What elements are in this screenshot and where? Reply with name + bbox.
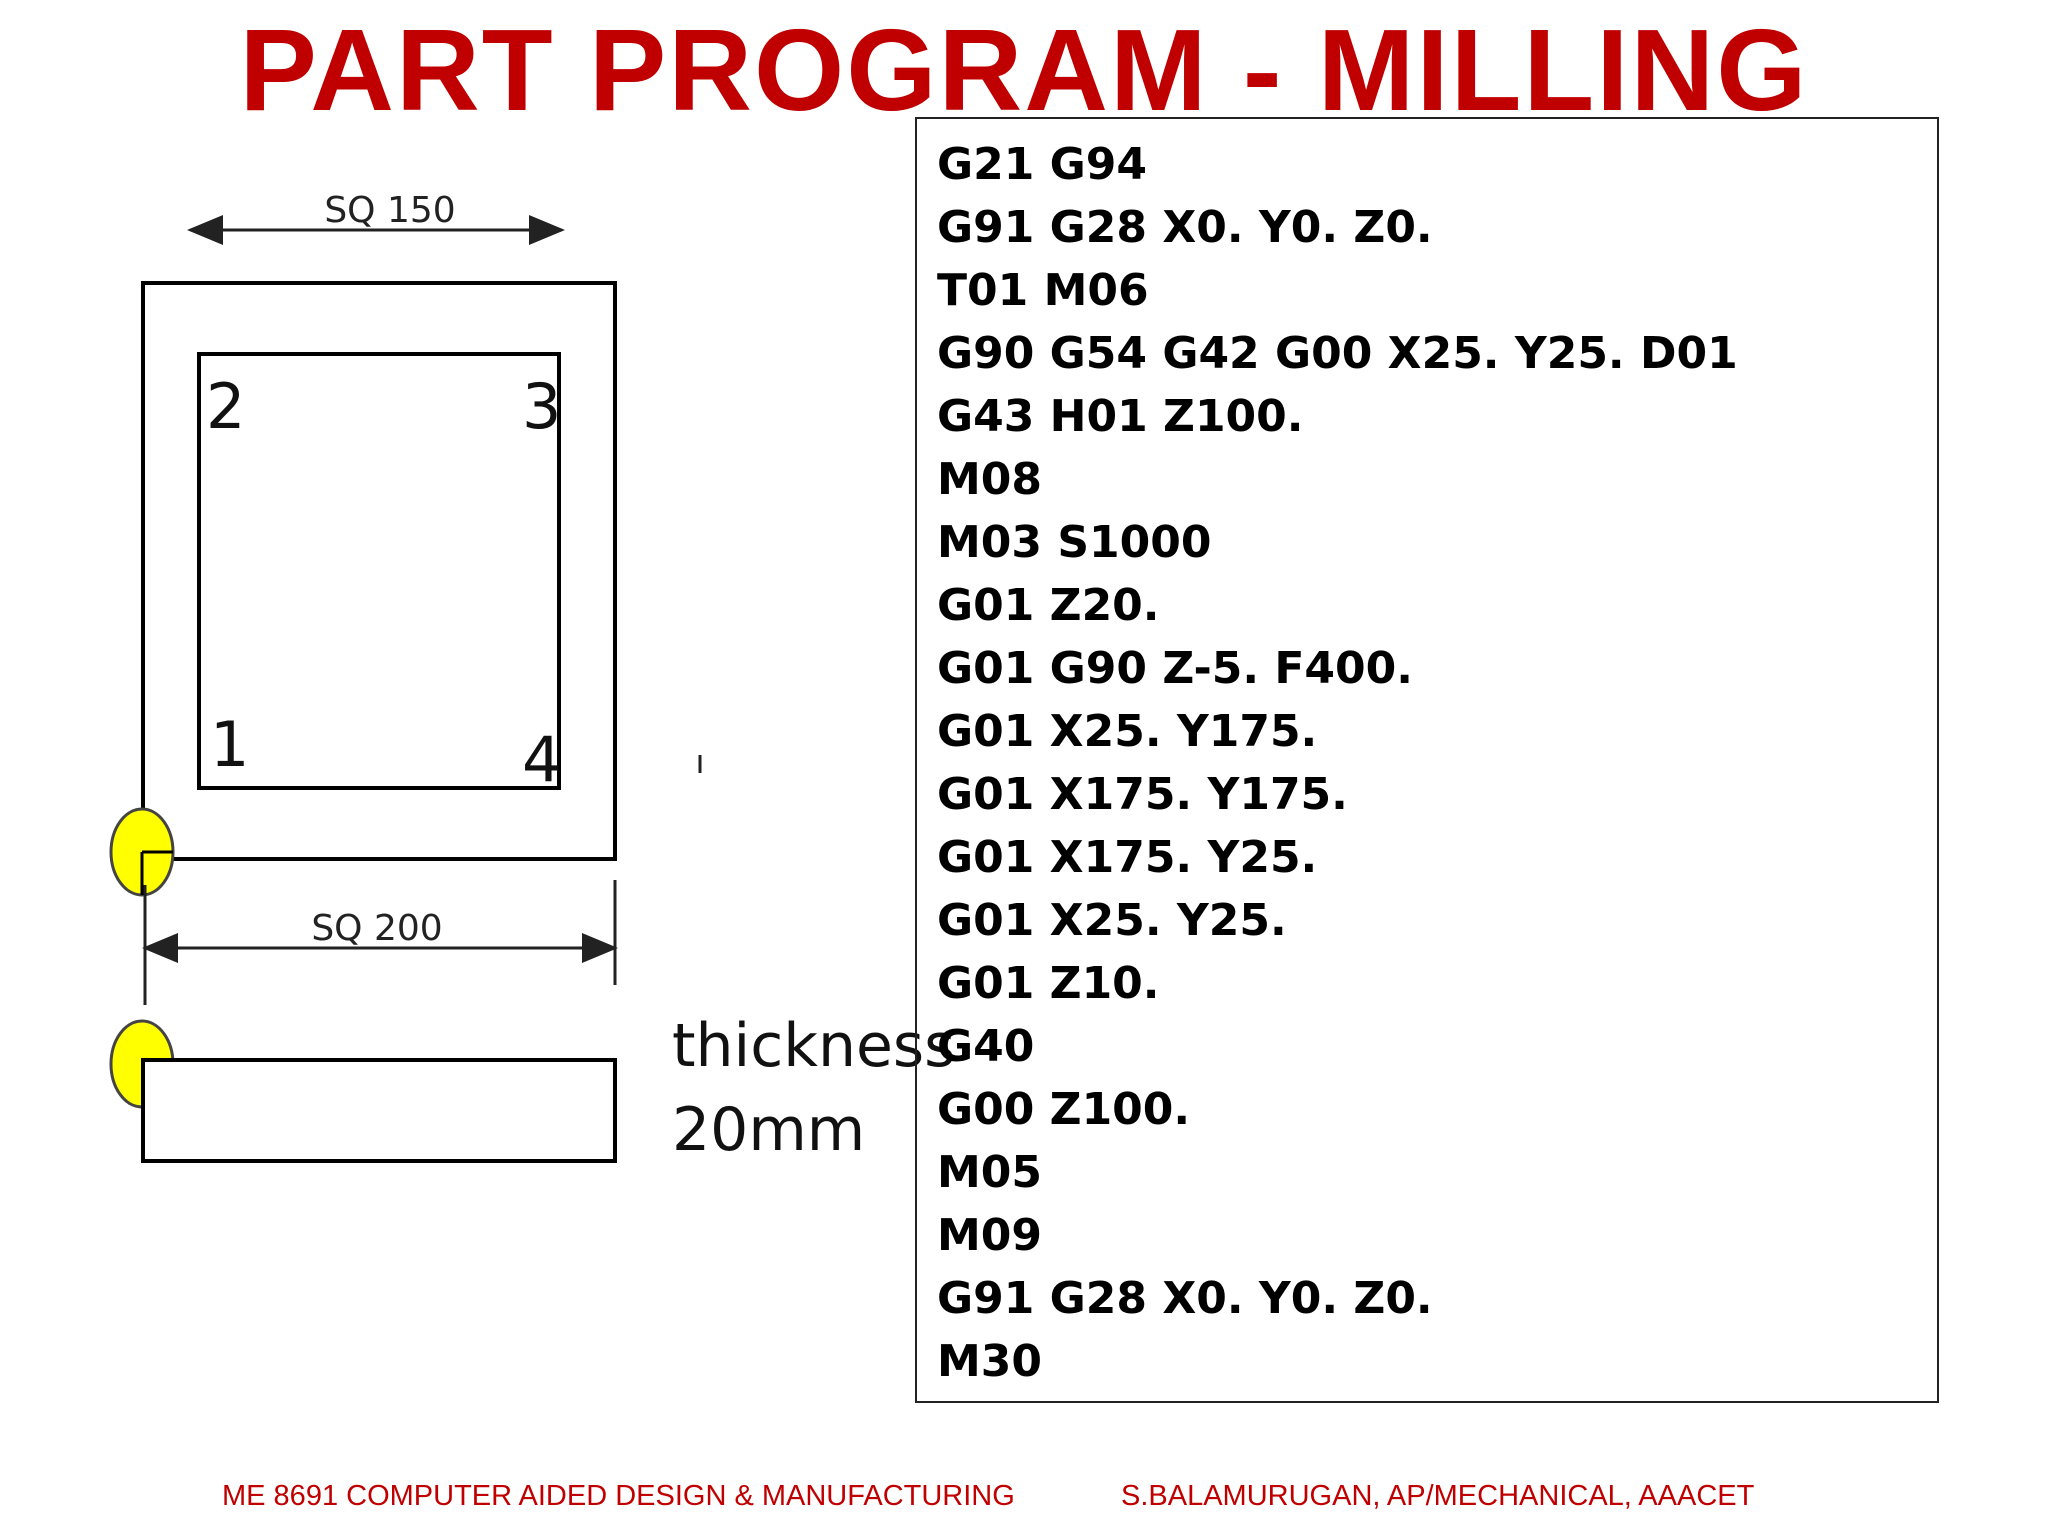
program-line: G01 Z20. (937, 580, 1160, 631)
program-line: G21 G94 (937, 139, 1148, 190)
footer-author: S.BALAMURUGAN, AP/MECHANICAL, AAACET (1121, 1480, 1755, 1512)
program-line: M05 (937, 1147, 1043, 1198)
program-line: T01 M06 (937, 265, 1149, 316)
top-dimension-label: SQ 150 (324, 190, 456, 231)
bottom-dimension-label: SQ 200 (311, 908, 443, 949)
program-line: G01 X25. Y175. (937, 706, 1318, 757)
page-title: PART PROGRAM - MILLING (239, 5, 1809, 135)
program-line: G40 (937, 1021, 1035, 1072)
program-line: M09 (937, 1210, 1043, 1261)
corner-label-2: 2 (206, 370, 246, 443)
program-line: G01 Z10. (937, 958, 1160, 1009)
corner-label-3: 3 (522, 370, 562, 443)
program-line: G43 H01 Z100. (937, 391, 1304, 442)
program-listing (915, 117, 1939, 1403)
inner-square (199, 354, 562, 788)
side-view-plate (143, 1060, 615, 1161)
program-line: G01 X25. Y25. (937, 895, 1287, 946)
program-line: M08 (937, 454, 1043, 505)
program-line: G01 X175. Y25. (937, 832, 1318, 883)
program-line: G01 G90 Z-5. F400. (937, 643, 1413, 694)
program-line: G90 G54 G42 G00 X25. Y25. D01 (937, 328, 1738, 379)
program-line: G00 Z100. (937, 1084, 1191, 1135)
program-line: G01 X175. Y175. (937, 769, 1348, 820)
program-line: M03 S1000 (937, 517, 1212, 568)
footer-course: ME 8691 COMPUTER AIDED DESIGN & MANUFACTURING (222, 1480, 1015, 1512)
program-line: M30 (937, 1336, 1043, 1387)
program-line: G91 G28 X0. Y0. Z0. (937, 1273, 1433, 1324)
corner-label-1: 1 (210, 708, 250, 781)
program-line: G91 G28 X0. Y0. Z0. (937, 202, 1433, 253)
corner-label-4: 4 (522, 723, 562, 796)
thickness-label: thickness (672, 1011, 956, 1081)
thickness-value: 20mm (672, 1095, 866, 1165)
